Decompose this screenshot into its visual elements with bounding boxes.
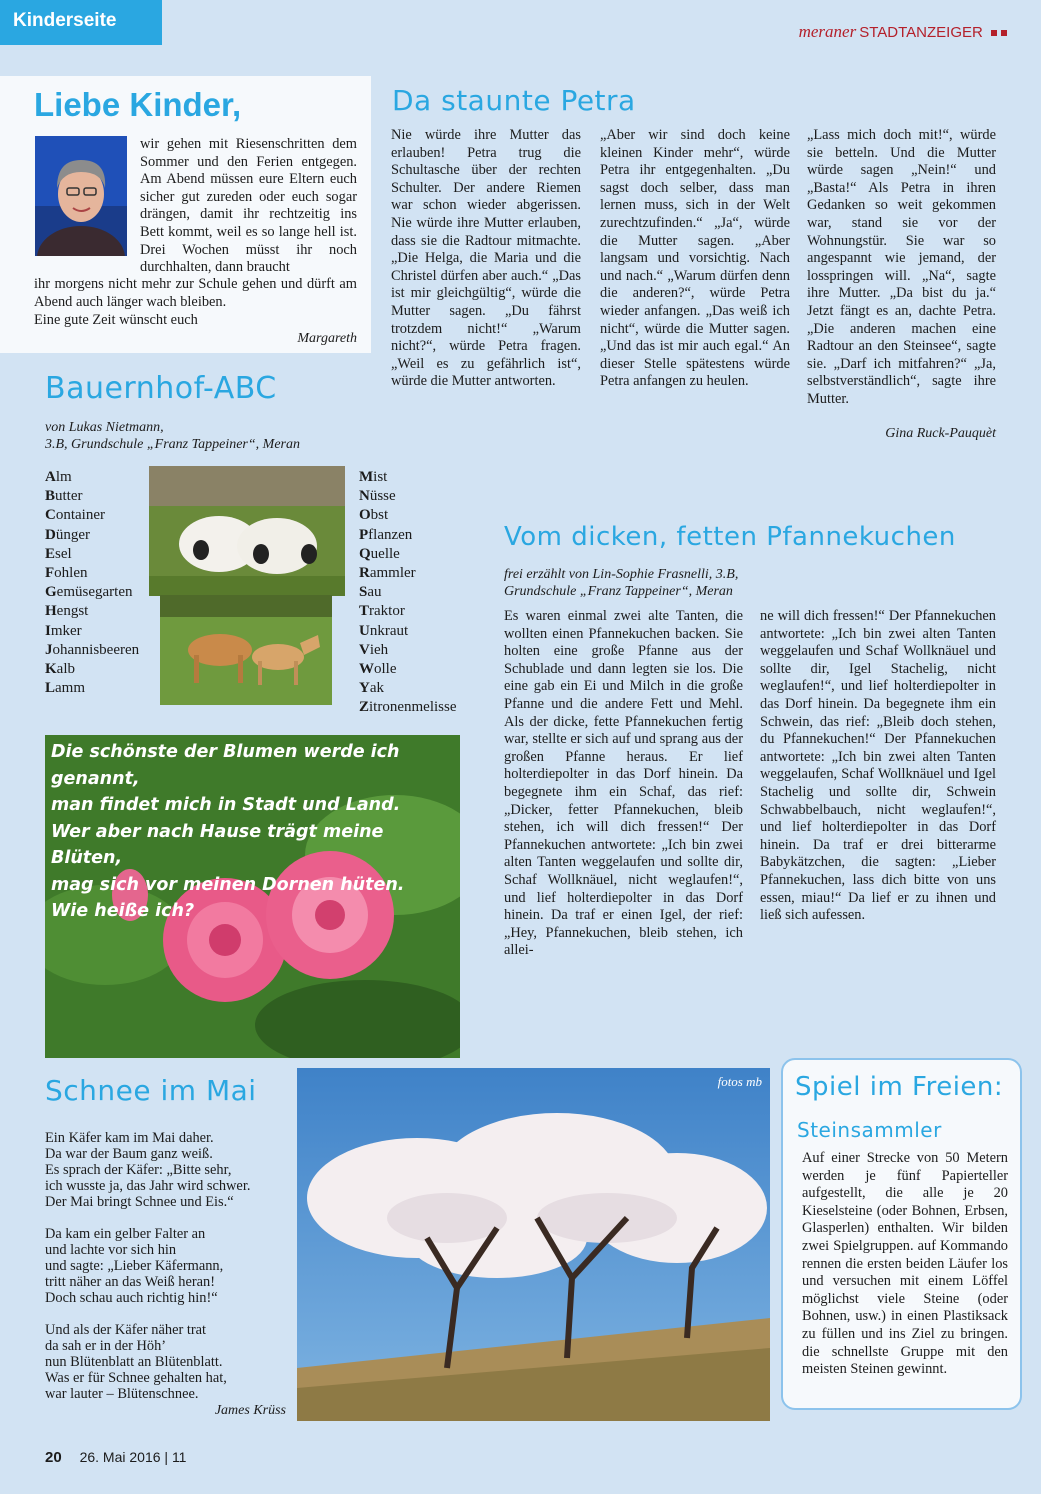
poem-line: Der Mai bringt Schnee und Eis.“ — [45, 1194, 234, 1210]
spiel-box — [781, 1058, 1022, 1410]
abc-rest: ohannisbeeren — [52, 641, 140, 658]
poem-line: Und als der Käfer näher trat — [45, 1322, 207, 1338]
schnee-author: James Krüss — [214, 1403, 286, 1418]
abc-item — [45, 506, 139, 525]
abc-item — [45, 641, 139, 660]
petra-column-2: „Aber wir sind doch keine kleinen Kinder mehr“, würde Petra ihr entgegenhalten. „Du sagst doch selber, dass man lernen muss, sich in der Welt zurechtzufinden.“ „Ja“, würde die Mutter sagen. „Aber langsam und vorsichtig. Nach und nach.“ „Warum dürfen denn die anderen?“, würde Petra wieder anfangen. „Das weiß ich nicht“, würde die Mutter sagen. „Und das ist mir auch egal.“ An dieser Stelle spätestens würde Petra anfangen zu heulen. — [600, 127, 790, 390]
abc-initial: F — [45, 565, 55, 582]
abc-rest: engst — [56, 603, 89, 620]
abc-rest: ammler — [369, 565, 416, 582]
riddle-line: man findet mich in Stadt und Land. — [51, 795, 401, 815]
issue-date: 26. Mai 2016 | 11 — [79, 1449, 187, 1465]
poem-line: Da kam ein gelber Falter an — [45, 1226, 206, 1242]
abc-item — [45, 622, 139, 641]
abc-item — [359, 698, 457, 717]
abc-item — [359, 679, 457, 698]
petra-author: Gina Ruck-Pauquèt — [885, 426, 996, 441]
pfannkuchen-column-2: ne will dich fressen!“ Der Pfannekuchen antwortete: „Ich bin zwei alten Tanten weggelaufen und Schaf Wollknäuel und sollte dir, Igel Stachelig, nicht weglaufen!“, und lief holterdiepolter in das Dorf hinein. Da begegnete ihm ein Schwein, das rief: „Bleib doch stehen, du Pfannekuchen!“ Der Pfannekuchen antwortete: „Ich bin zwei alten Tanten weggelaufen, Schaf Wollknäuel und Igel Stachelig und sollte dir, Schwein Schwabbelbauch, nicht weglaufen!“, und lief holterdiepolter in das Dorf hinein. Da traf er drei bitterarme Babykätzchen, die sagten: „Lieber Pfannekuchen, lass dich bitte von uns essen, miau!“ Da lief er zu ihnen und ließ sich aufessen. — [760, 608, 996, 924]
abc-rest: lm — [55, 469, 72, 485]
poem-line: Da war der Baum ganz weiß. — [45, 1146, 213, 1162]
brand-name-part2: STADTANZEIGER — [859, 24, 983, 41]
abc-rest: ist — [373, 469, 388, 485]
abc-item — [359, 660, 457, 679]
pfannkuchen-byline-2: Grundschule „Franz Tappeiner“, Meran — [504, 584, 733, 599]
abc-initial: S — [359, 584, 368, 601]
abc-initial: V — [359, 641, 370, 658]
abc-rest: ak — [369, 680, 385, 697]
abc-rest: ünger — [55, 526, 90, 543]
page-number: 20 — [45, 1449, 62, 1466]
poem-line: Es sprach der Käfer: „Bitte sehr, — [45, 1162, 232, 1178]
abc-rest: ohlen — [54, 565, 88, 582]
blossom-tree-photo — [297, 1068, 770, 1421]
abc-item — [45, 564, 139, 583]
abc-title: Bauernhof-ABC — [45, 371, 277, 406]
intro-box — [0, 76, 371, 353]
abc-item — [45, 545, 139, 564]
abc-rest: mker — [50, 622, 82, 639]
petra-title: Da staunte Petra — [392, 84, 636, 117]
intro-closing: Eine gute Zeit wünscht euch — [34, 312, 198, 328]
poem-line: Was er für Schnee gehalten hat, — [45, 1370, 227, 1386]
poem-line: ich wusste ja, das Jahr wird schwer. — [45, 1178, 251, 1194]
poem-line: Doch schau auch richtig hin!“ — [45, 1290, 218, 1306]
photo-credit: fotos mb — [717, 1074, 762, 1089]
abc-rest: itronenmelisse — [369, 699, 457, 716]
abc-item — [45, 583, 139, 602]
abc-initial: H — [45, 603, 57, 620]
schnee-poem — [45, 1130, 250, 1402]
schnee-title: Schnee im Mai — [45, 1074, 257, 1107]
poem-line: war lauter – Blütenschnee. — [45, 1386, 199, 1402]
abc-initial: Q — [359, 545, 371, 562]
pfannkuchen-title: Vom dicken, fetten Pfannekuchen — [504, 522, 956, 552]
abc-initial: D — [45, 526, 56, 543]
riddle-text — [51, 739, 460, 925]
brand-name-part1: meraner — [798, 22, 857, 41]
abc-initial: B — [45, 488, 56, 505]
intro-title: Liebe Kinder, — [34, 86, 242, 123]
spiel-text: Auf einer Strecke von 50 Metern werden je fünf Papierteller aufgestellt, die alle je 20 Kieselsteine (oder Bohnen, Erbsen, Glasperlen) enthalten. Wir bilden zwei Spielgruppen. auf Kommando rennen die ersten beiden Läufer los und versuchen mit einem Löffel möglichst viele Steine (oder Bohnen, usw.) in einen Plastiksack zu füllen und ins Ziel zu bringen. die schnellste Gruppe mit den meisten Steinen gewinnt. — [802, 1150, 1008, 1378]
brand-square-icon — [1001, 30, 1007, 36]
spiel-title: Spiel im Freien: — [795, 1072, 1004, 1102]
abc-initial: L — [45, 680, 56, 697]
sheep-photo — [149, 466, 345, 596]
abc-initial: Y — [359, 680, 370, 697]
abc-item — [359, 622, 457, 641]
abc-item — [359, 526, 457, 545]
abc-item — [359, 583, 457, 602]
abc-initial: K — [45, 661, 57, 678]
abc-initial: Z — [359, 699, 370, 716]
abc-item — [45, 660, 139, 679]
abc-rest: alb — [56, 661, 75, 678]
abc-item — [45, 526, 139, 545]
abc-initial: W — [359, 661, 374, 678]
intro-signature: Margareth — [297, 331, 357, 346]
abc-rest: uelle — [370, 545, 400, 562]
horses-photo — [160, 595, 332, 705]
masthead — [799, 22, 1007, 42]
spiel-subtitle: Steinsammler — [797, 1118, 942, 1142]
abc-initial: C — [45, 507, 56, 524]
abc-initial: E — [45, 545, 56, 562]
intro-text-wrapped: wir gehen mit Riesenschritten dem Sommer und den Ferien entgegen. Am Abend müssen eure Eltern euch sicher gut zureden oder euch sogar drängen, damit ihr rechtzeitig ins Bett kommt, weil es so lange hell ist. Drei Wochen müsst ihr noch durchhalten, dann braucht — [140, 136, 357, 276]
abc-rest: au — [367, 584, 382, 601]
abc-item — [359, 545, 457, 564]
abc-list-right — [359, 468, 457, 718]
abc-item — [359, 468, 457, 487]
abc-initial: N — [359, 488, 370, 505]
abc-item — [45, 602, 139, 621]
riddle-line: Die schönste der Blumen werde ich genannt, — [51, 742, 400, 789]
poem-line: Ein Käfer kam im Mai daher. — [45, 1130, 214, 1146]
abc-initial: U — [359, 622, 370, 639]
abc-rest: sel — [55, 545, 72, 562]
abc-initial: J — [45, 641, 53, 658]
footer — [45, 1449, 186, 1466]
abc-initial: G — [45, 584, 57, 601]
poem-line: und lachte vor sich hin — [45, 1242, 177, 1258]
abc-item — [359, 564, 457, 583]
brand-square-icon — [991, 30, 997, 36]
abc-item — [359, 506, 457, 525]
abc-rest: utter — [55, 488, 83, 505]
abc-rest: raktor — [369, 603, 405, 620]
petra-column-3: „Lass mich doch mit!“, würde sie betteln. Und die Mutter würde sagen „Nein!“ und „Basta!“ Als Petra in ihren Gedanken so weit gekommen war, stand sie vor der Wohnungstür. Sie war so angespannt wie jemand, der losspringen will. „Na“, sagte ihre Mutter. „Da bist du ja.“ Jetzt fängt es an, dachte Petra. „Die anderen machen eine Radtour an den Steinsee“, sagte sie. „Darf ich mitfahren?“ „Ja, selbstverständlich“, sagte ihre Mutter. — [807, 127, 996, 407]
petra-column-1: Nie würde ihre Mutter das erlauben! Petra trug die Schultasche über der rechten Schulter. Der andere Riemen war schon wieder abgerissen. Nie würde ihre Mutter erlauben, dass sie die Radtour mitmachte. „Die Helga, die Maria und die Christel dürfen aber auch.“ „Das ist mir gleichgültig“, würde die Mutter sagen. „Du fährst trotzdem nicht!“ „Warum nicht?“, würde Petra fragen. „Weil es zu gefährlich ist“, würde die Mutter antworten. — [391, 127, 581, 390]
abc-item — [45, 468, 139, 487]
abc-rest: ontainer — [55, 507, 105, 524]
pfannkuchen-byline-1: frei erzählt von Lin-Sophie Frasnelli, 3.B, — [504, 567, 739, 582]
poem-line: da sah er in der Höh’ — [45, 1338, 167, 1354]
abc-initial: O — [359, 507, 371, 524]
abc-rest: nkraut — [369, 622, 409, 639]
rose-riddle-box — [45, 735, 460, 1058]
section-tab: Kinderseite — [0, 0, 162, 45]
abc-rest: üsse — [369, 488, 396, 505]
abc-initial: P — [359, 526, 369, 543]
abc-rest: olle — [374, 661, 397, 678]
poem-line: nun Blütenblatt an Blütenblatt. — [45, 1354, 223, 1370]
abc-item — [45, 487, 139, 506]
abc-initial: A — [45, 469, 56, 485]
poem-line: und sagte: „Lieber Käfermann, — [45, 1258, 224, 1274]
abc-list-left — [45, 468, 139, 698]
abc-rest: flanzen — [368, 526, 413, 543]
poem-line: tritt näher an das Weiß heran! — [45, 1274, 215, 1290]
riddle-line: mag sich vor meinen Dornen hüten. — [51, 874, 405, 895]
abc-rest: amm — [55, 680, 86, 697]
pfannkuchen-column-1: Es waren einmal zwei alte Tanten, die wollten einen Pfannekuchen backen. Sie holten eine große Pfanne aus der Schublade und dann legten sie los. Die eine gab ein Ei und Milch in die große Pfanne und die andere Fett und Mehl. Als der dicke, fette Pfannekuchen fertig war, stellte er sich auf und sprang aus der großen Pfanne heraus. Er lief holterdiepolter in das Dorf hinein. Da begegnete ihm ein Schaf, das rief: „Dicker, fetter Pfannekuchen, bleib stehen, ich will dich fressen!“ Der Pfannekuchen antwortete: „Ich bin zwei alten Tanten weggelaufen und sollte dir, Schaf Wollknäuel, nicht weglaufen!“, und lief holterdiepolter in das Dorf hinein. Da traf er einen Igel, der rief: „Hey, Pfannekuchen, bleib stehen, ich allei- — [504, 608, 743, 959]
intro-text-full: ihr morgens nicht mehr zur Schule gehen und dürft am Abend auch länger wach bleiben. — [34, 276, 357, 310]
abc-initial: M — [359, 469, 374, 485]
abc-rest: ieh — [369, 641, 389, 658]
riddle-line: Wer aber nach Hause trägt meine Blüten, — [51, 821, 384, 868]
abc-item — [45, 679, 139, 698]
abc-initial: R — [359, 565, 370, 582]
abc-byline-2: 3.B, Grundschule „Franz Tappeiner“, Meran — [45, 437, 300, 452]
abc-initial: T — [359, 603, 370, 620]
author-portrait — [35, 136, 127, 256]
abc-rest: emüsegarten — [56, 584, 133, 601]
abc-item — [359, 641, 457, 660]
abc-initial: I — [45, 622, 51, 639]
riddle-line: Wie heiße ich? — [51, 901, 195, 921]
abc-byline-1: von Lukas Nietmann, — [45, 420, 164, 435]
abc-item — [359, 487, 457, 506]
abc-item — [359, 602, 457, 621]
abc-rest: bst — [370, 507, 389, 524]
